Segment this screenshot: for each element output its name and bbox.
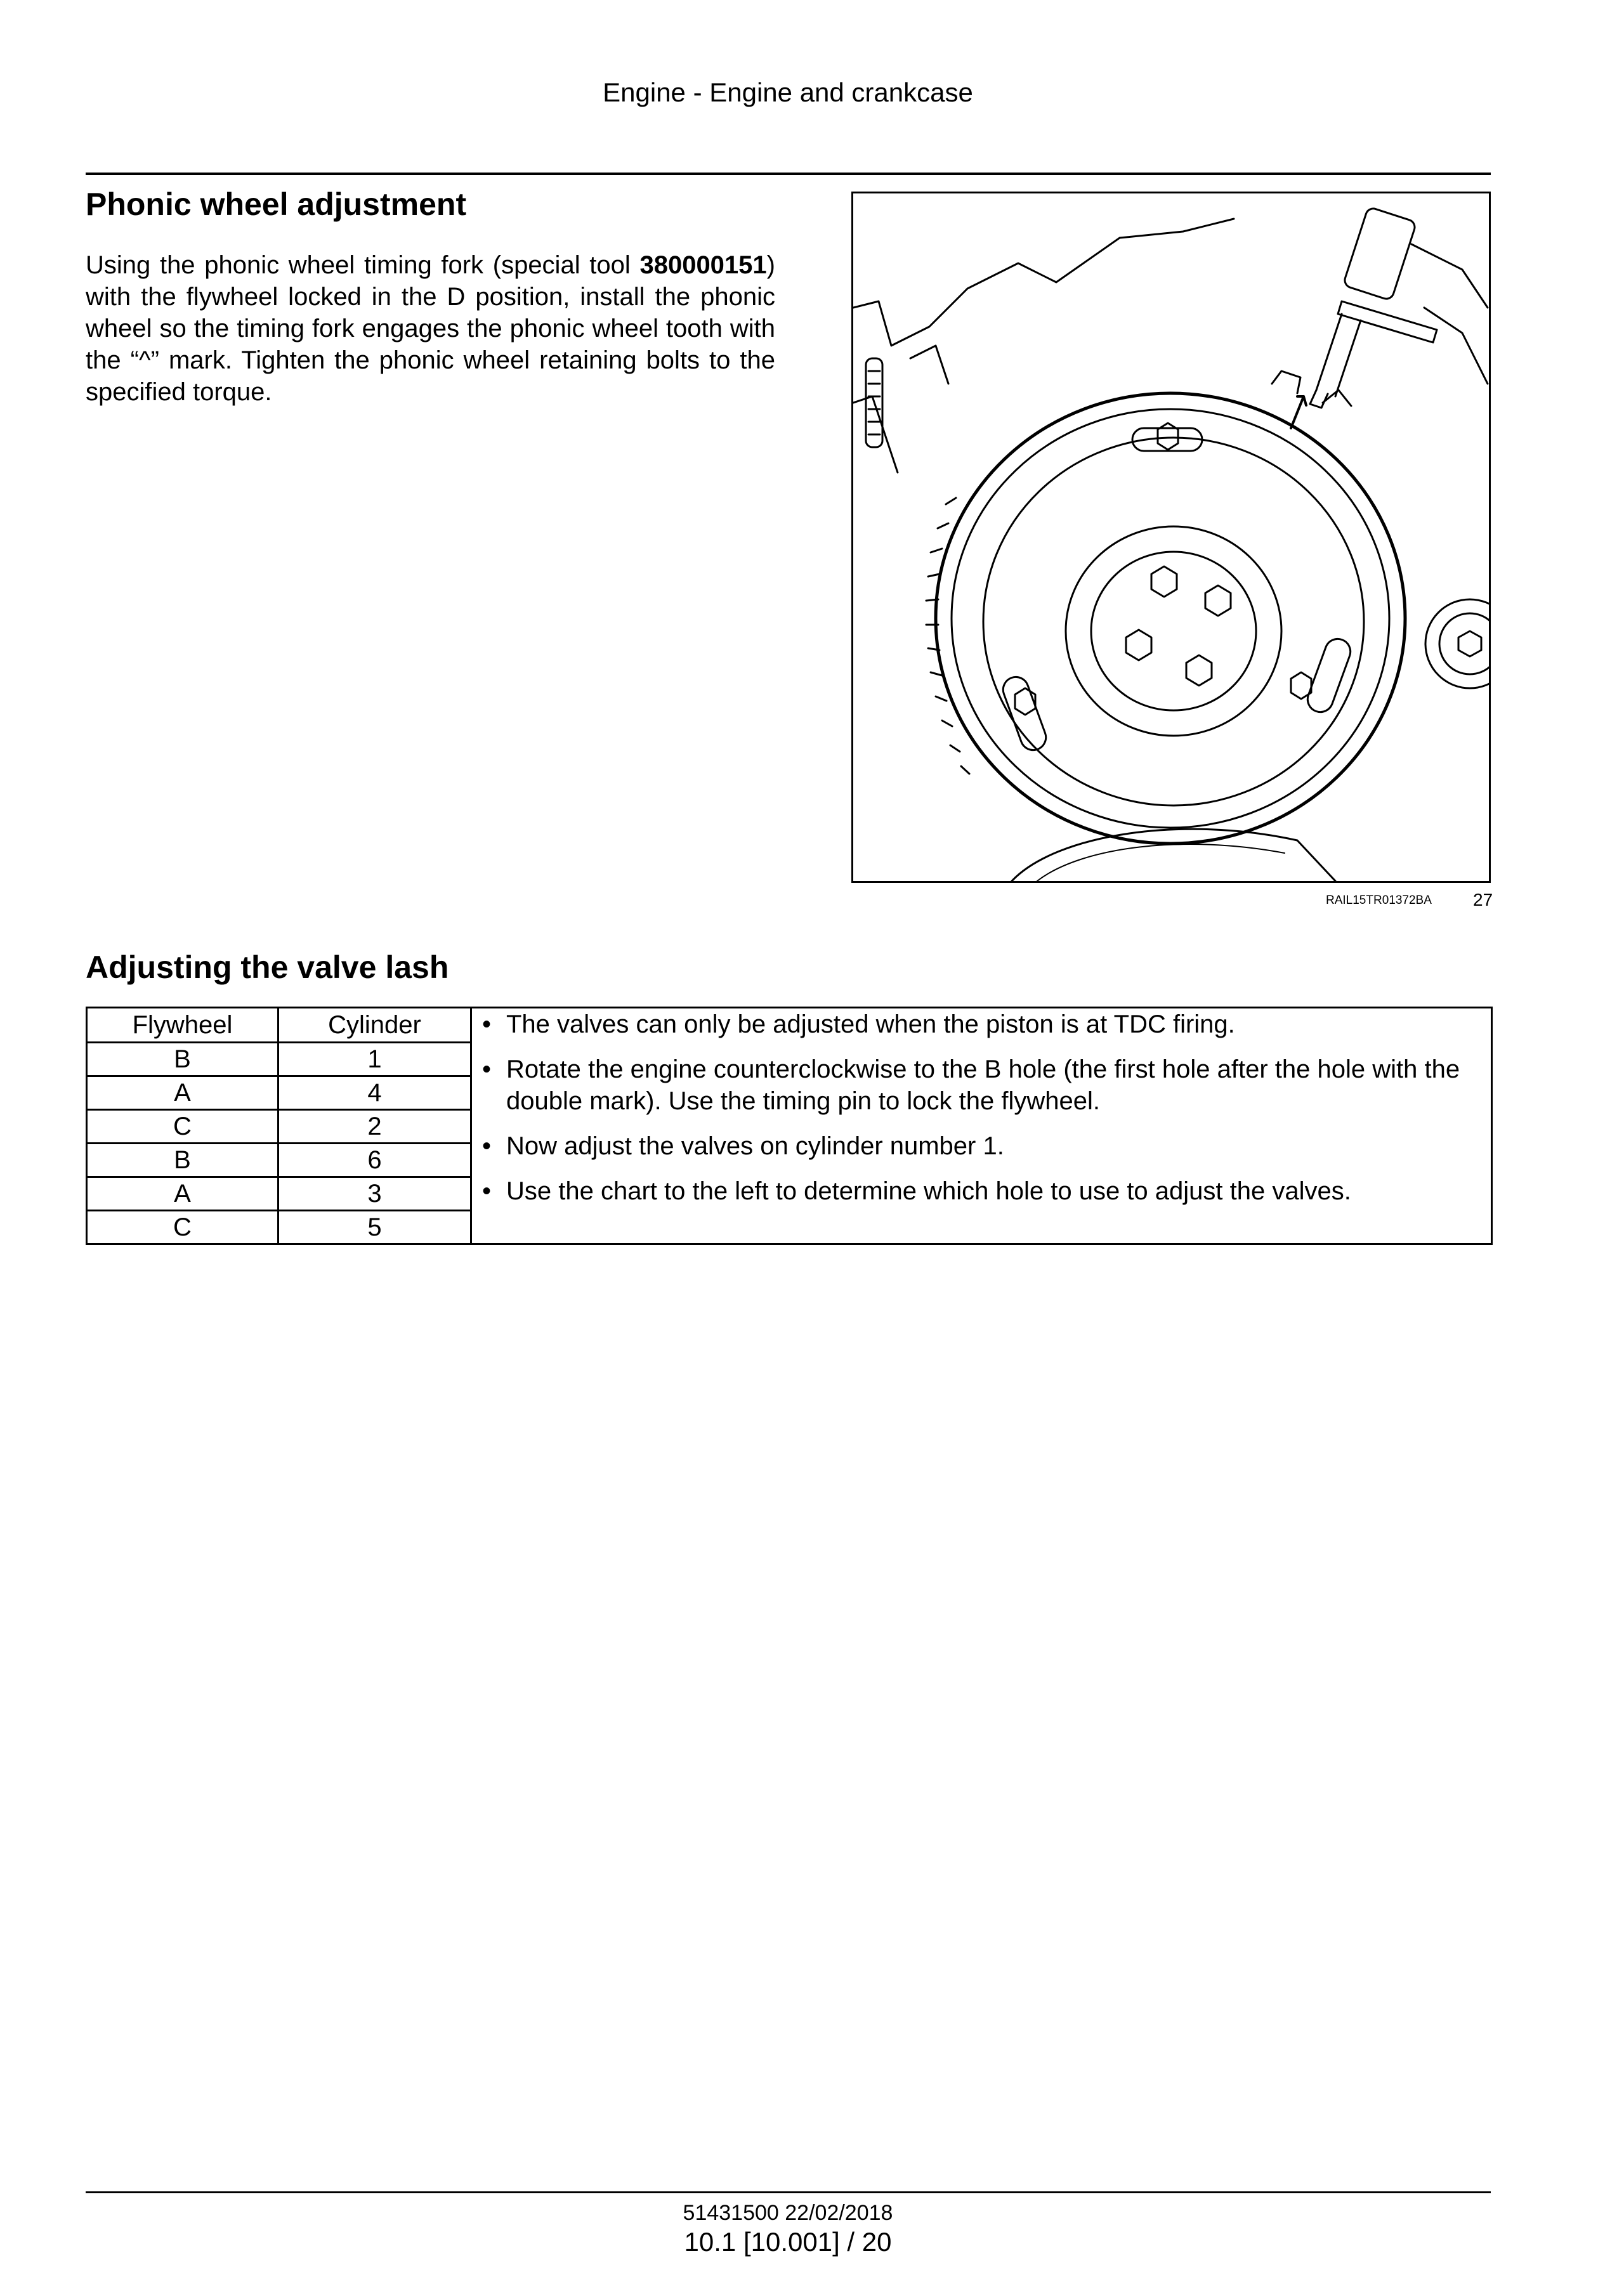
section-title-phonic-wheel: Phonic wheel adjustment <box>86 186 467 222</box>
list-item: • Now adjust the valves on cylinder number 1. <box>482 1130 1491 1162</box>
instructions-text-1: Using the phonic wheel timing fork (special tool <box>86 251 640 279</box>
cylinder-cell: 6 <box>278 1144 471 1177</box>
header-cylinder: Cylinder <box>278 1008 471 1043</box>
figure-code: RAIL15TR01372BA <box>1326 894 1432 907</box>
phonic-wheel-illustration <box>851 192 1491 883</box>
valve-lash-table <box>86 1007 1493 1245</box>
header-rule <box>86 173 1491 175</box>
cylinder-cell: 2 <box>278 1110 471 1144</box>
special-tool-number: 380000151 <box>639 251 767 279</box>
cylinder-cell: 1 <box>278 1043 471 1076</box>
list-item: • Use the chart to the left to determine which hole to use to adjust the valves. <box>482 1175 1491 1207</box>
flywheel-cell: C <box>87 1211 278 1244</box>
section-title-valve-lash: Adjusting the valve lash <box>86 949 449 985</box>
flywheel-cell: B <box>87 1043 278 1076</box>
flywheel-cell: A <box>87 1076 278 1110</box>
valve-lash-notes <box>472 1008 1491 1207</box>
table-header-row <box>87 1008 1492 1043</box>
running-header: Engine - Engine and crankcase <box>603 77 973 107</box>
header-flywheel: Flywheel <box>87 1008 278 1043</box>
cylinder-cell: 3 <box>278 1177 471 1211</box>
page-reference: 10.1 [10.001] / 20 <box>684 2227 892 2257</box>
phonic-wheel-drawing <box>853 193 1489 881</box>
phonic-wheel-instructions <box>86 249 775 408</box>
flywheel-cell: B <box>87 1144 278 1177</box>
figure-number: 27 <box>1473 890 1493 910</box>
flywheel-cell: C <box>87 1110 278 1144</box>
cylinder-cell: 4 <box>278 1076 471 1110</box>
footer-rule <box>86 2191 1491 2193</box>
instructions-text-3: wheel retaining bolts to the specified torque. <box>86 346 775 406</box>
flywheel-cell: A <box>87 1177 278 1211</box>
cylinder-cell: 5 <box>278 1211 471 1244</box>
instructions-text-2: ) with the flywheel locked in the D position, install the phonic wheel so the timing fork engages the phonic wheel tooth with the “^” mark. Tighten the phonic <box>86 251 775 374</box>
list-item: • Rotate the engine counterclockwise to the B hole (the first hole after the hole with the double mark). Use the timing pin to lock the flywheel. <box>482 1053 1491 1117</box>
valve-lash-notes-cell <box>471 1008 1492 1244</box>
list-item: • The valves can only be adjusted when the piston is at TDC firing. <box>482 1008 1491 1040</box>
document-id: 51431500 22/02/2018 <box>683 2201 893 2225</box>
